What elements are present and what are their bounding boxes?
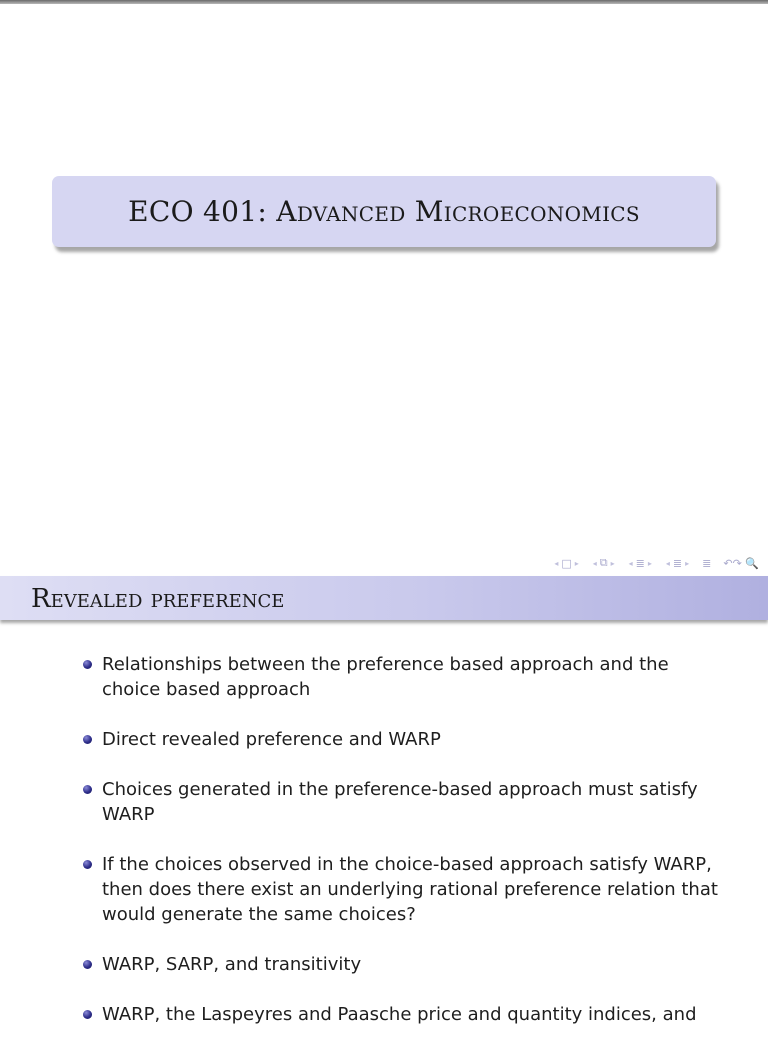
topic-list [82,652,722,1052]
back-forward-search-icon[interactable]: ↶↷ 🔍 [723,556,759,570]
subframe-prev-arrow-icon[interactable]: ◂ [592,558,597,568]
frame-nav [552,557,580,570]
subsection-next-arrow-icon[interactable]: ▸ [685,558,690,568]
section-prev-arrow-icon[interactable]: ◂ [628,558,633,568]
title-box [52,176,716,247]
list-item-text: Choices generated in the preference-based approach must satisfy WARP [102,779,698,825]
list-item-text: Direct revealed preference and WARP [102,729,441,750]
list-item [82,952,722,977]
beamer-navigation-bar [542,555,760,571]
subsection-nav [664,557,691,570]
bullet-icon [83,660,92,669]
list-item-text: WARP, SARP, and transitivity [102,954,362,975]
frame-title-bar [0,576,768,620]
frame-icon[interactable]: □ [561,556,572,570]
list-item [82,777,722,827]
subsection-frames-icon[interactable]: ⧉ [599,556,608,569]
section-icon[interactable]: ≣ [635,556,645,570]
bullet-icon [83,785,92,794]
document-icon[interactable]: ≣ [702,556,712,570]
list-item-text: Relationships between the preference based approach and the choice based approach [102,654,669,700]
subsection-prev-arrow-icon[interactable]: ◂ [665,558,670,568]
list-item [82,1002,722,1027]
frame-title: Revealed preference [31,584,285,614]
bullet-icon [83,960,92,969]
frame-prev-arrow-icon[interactable]: ◂ [554,558,559,568]
subframe-next-arrow-icon[interactable]: ▸ [610,558,615,568]
document-nav [701,557,712,570]
list-item [82,652,722,702]
frame-next-arrow-icon[interactable]: ▸ [574,558,579,568]
top-rule [0,0,768,4]
subsection-icon[interactable]: ≣ [672,556,683,570]
section-nav [627,557,654,570]
presentation-title: ECO 401: Advanced Microeconomics [128,195,640,228]
list-item [82,727,722,752]
list-item [82,852,722,927]
section-next-arrow-icon[interactable]: ▸ [647,558,652,568]
bullet-icon [83,1010,92,1019]
list-item-text: If the choices observed in the choice-based approach satisfy WARP, then does there exist an underlying rational preference relation that would generate the same choices? [102,854,718,925]
bullet-icon [83,860,92,869]
list-item-text: WARP, the Laspeyres and Paasche price and quantity indices, and [102,1004,697,1025]
bullet-icon [83,735,92,744]
search-nav [722,557,760,570]
subsection-frames-nav [591,556,617,570]
